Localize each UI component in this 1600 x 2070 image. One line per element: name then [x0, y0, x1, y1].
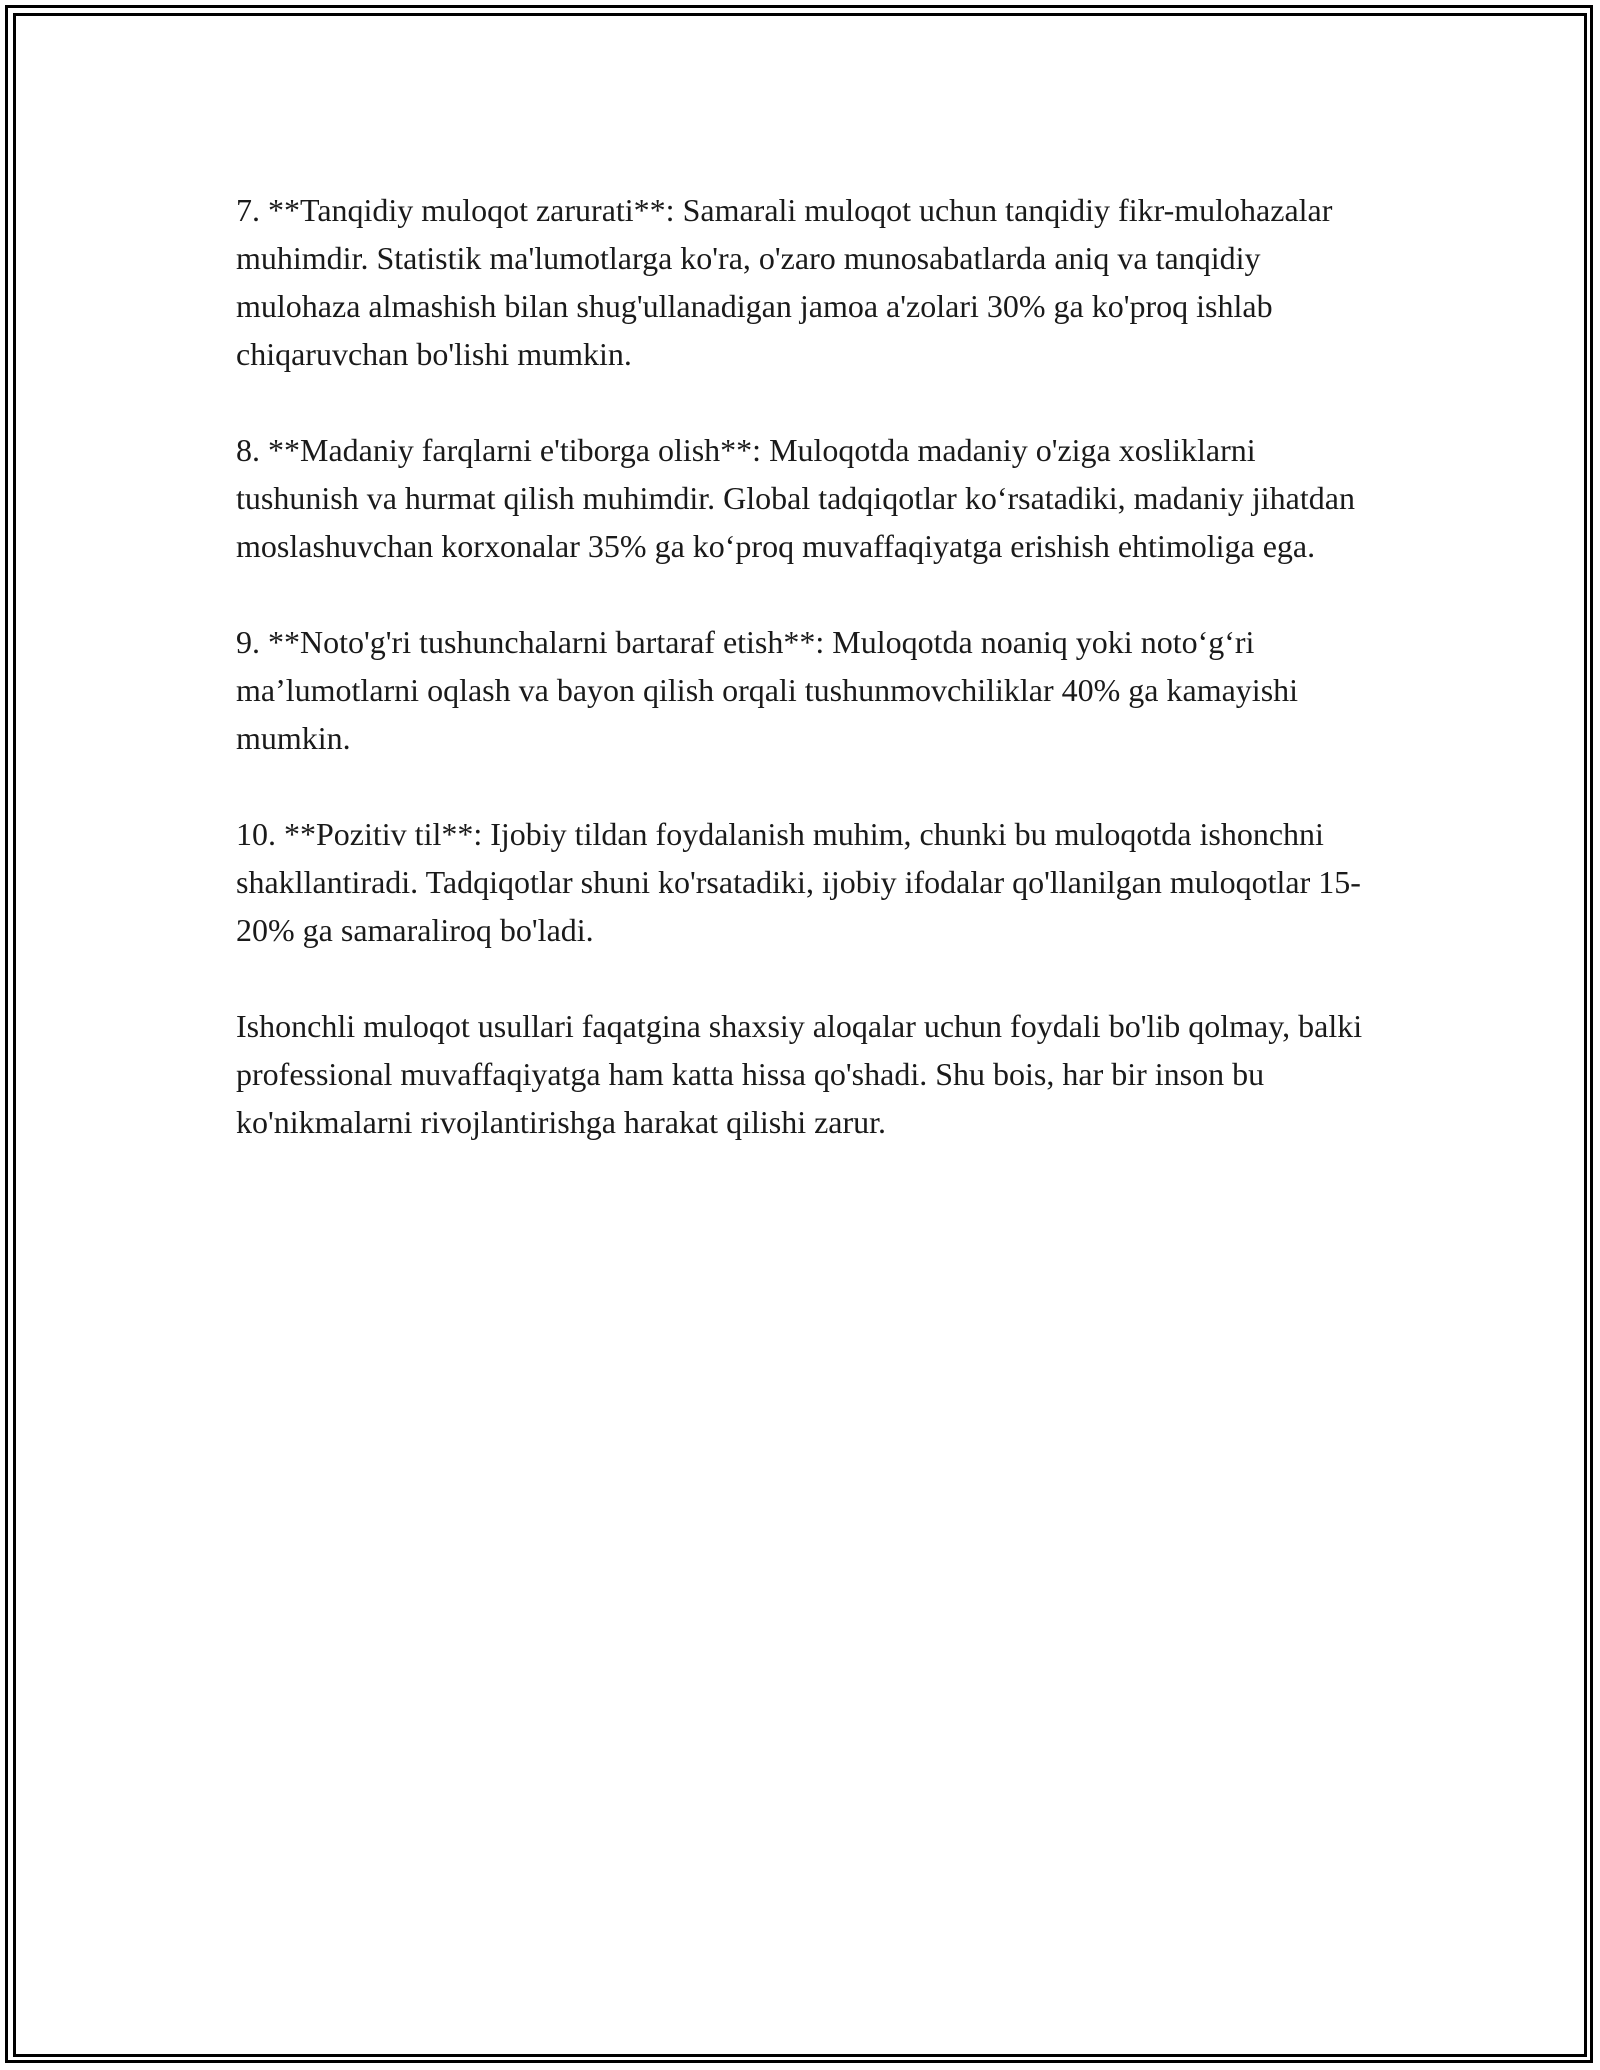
document-body — [236, 186, 1376, 1194]
paragraph-point-8: 8. **Madaniy farqlarni e'tiborga olish**: Muloqotda madaniy o'ziga xosliklarni tushunish va hurmat qilish muhimdir. Global tadqiqotlar ko‘rsatadiki, madaniy jihatdan moslashuvchan korxonalar 35% ga ko‘proq muvaffaqiyatga erishish ehtimoliga ega. — [236, 432, 1355, 564]
paragraph-point-7: 7. **Tanqidiy muloqot zarurati**: Samarali muloqot uchun tanqidiy fikr-mulohazalar muhimdir. Statistik ma'lumotlarga ko'ra, o'zaro munosabatlarda aniq va tanqidiy mulohaza almashish bilan shug'ullanadigan jamoa a'zolari 30% ga ko'proq ishlab chiqaruvchan bo'lishi mumkin. — [236, 192, 1333, 372]
paragraph-conclusion: Ishonchli muloqot usullari faqatgina shaxsiy aloqalar uchun foydali bo'lib qolmay, balki professional muvaffaqiyatga ham katta hissa qo'shadi. Shu bois, har bir inson bu ko'nikmalarni rivojlantirishga harakat qilishi zarur. — [236, 1008, 1363, 1140]
paragraph-point-10: 10. **Pozitiv til**: Ijobiy tildan foydalanish muhim, chunki bu muloqotda ishonchni shakllantiradi. Tadqiqotlar shuni ko'rsatadiki, ijobiy ifodalar qo'llanilgan muloqotlar 15-20% ga samaraliroq bo'ladi. — [236, 816, 1361, 948]
paragraph-point-9: 9. **Noto'g'ri tushunchalarni bartaraf etish**: Muloqotda noaniq yoki noto‘g‘ri ma’lumotlarni oqlash va bayon qilish orqali tushunmovchiliklar 40% ga kamayishi mumkin. — [236, 624, 1299, 756]
